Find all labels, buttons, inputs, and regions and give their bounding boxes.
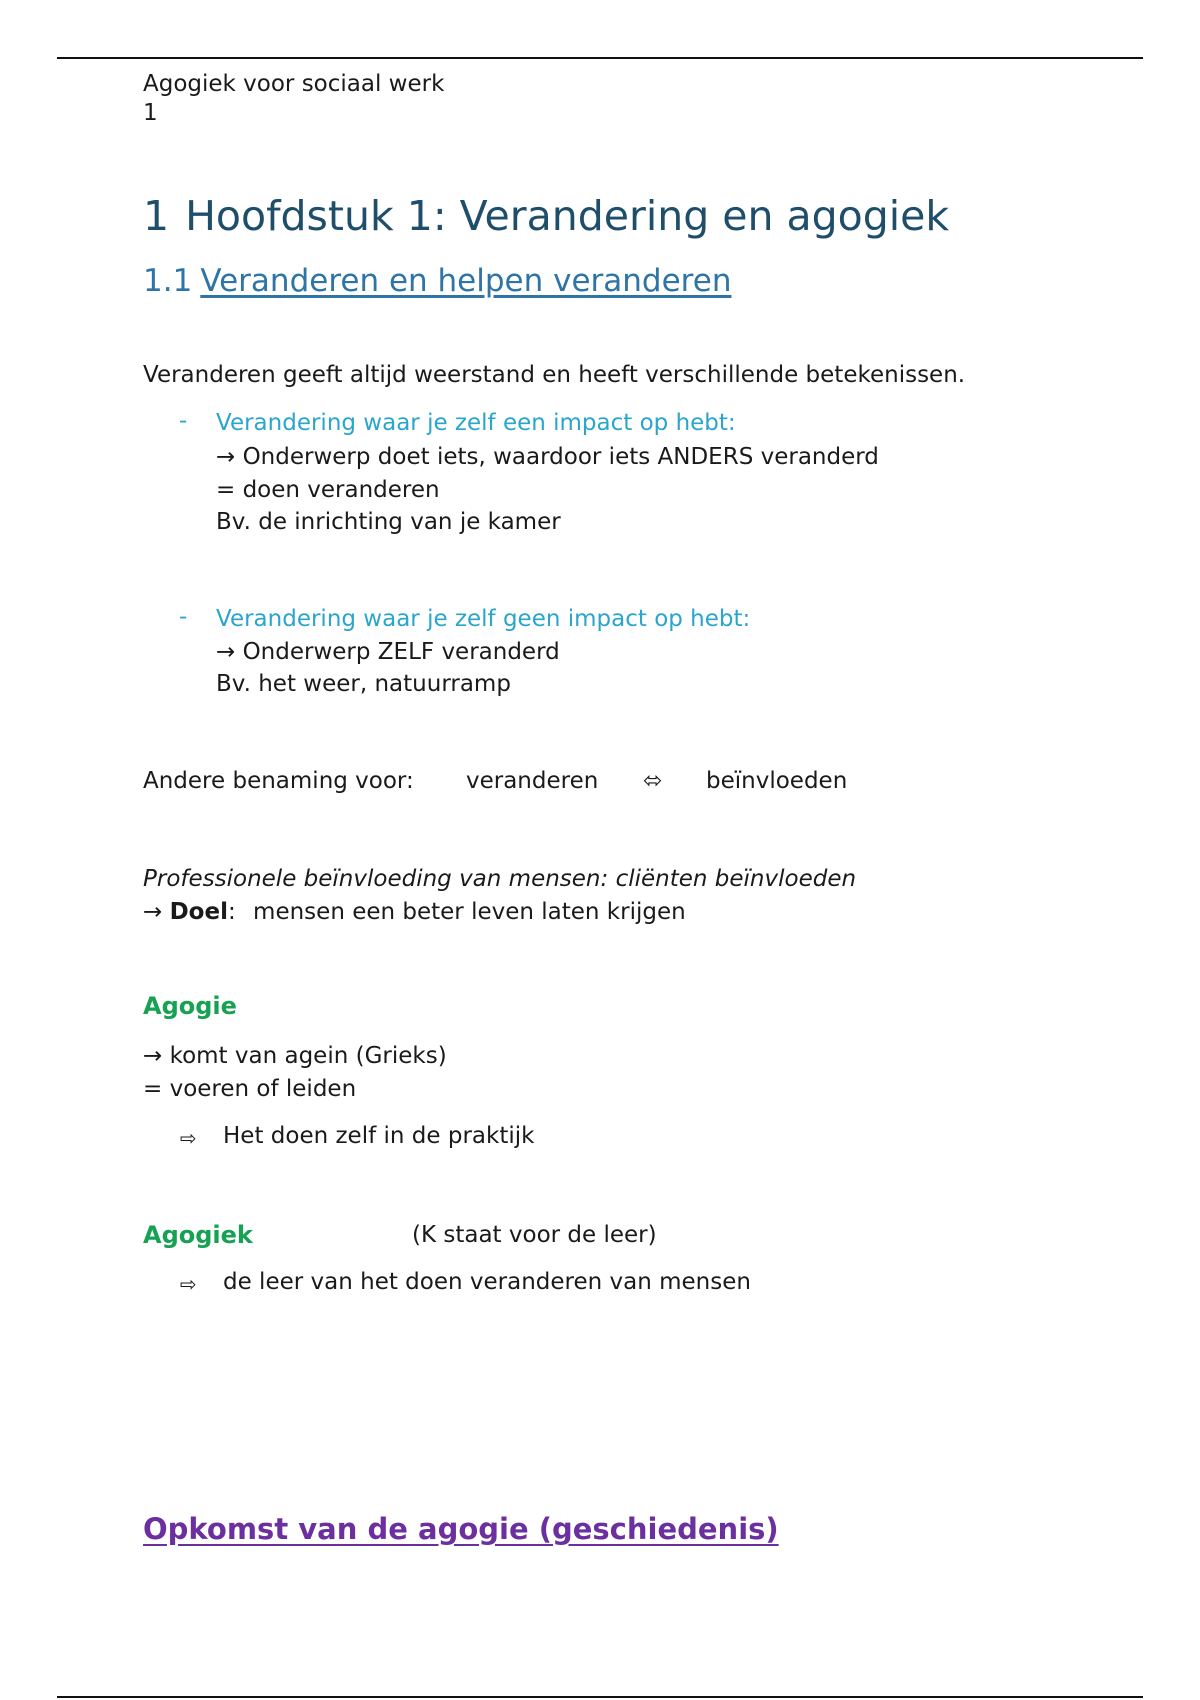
list-dash: - — [179, 604, 188, 630]
agogie-line: → komt van agein (Grieks) — [143, 1043, 447, 1069]
goal-line — [143, 896, 686, 929]
chapter-number: 1 — [143, 192, 170, 240]
arrow-icon: → — [143, 899, 163, 925]
right-arrow-icon: ⇨ — [180, 1272, 197, 1296]
synonym-label: Andere benaming voor: — [143, 768, 414, 794]
list-item-line: Bv. de inrichting van je kamer — [216, 509, 561, 535]
synonym-term-b: beïnvloeden — [706, 768, 848, 794]
list-item-line: → Onderwerp ZELF veranderd — [216, 639, 560, 665]
agogiek-note: (K staat voor de leer) — [412, 1222, 657, 1248]
chapter-title: Hoofdstuk 1: Verandering en agogiek — [185, 192, 950, 240]
right-arrow-icon: ⇨ — [180, 1126, 197, 1150]
synonym-term-a: veranderen — [466, 768, 599, 794]
agogiek-heading: Agogiek — [143, 1221, 253, 1249]
section-title: Veranderen en helpen veranderen — [200, 263, 732, 299]
goal-label: Doel — [169, 899, 228, 925]
list-item-line: = doen veranderen — [216, 477, 440, 503]
list-item-line: Bv. het weer, natuurramp — [216, 671, 511, 697]
history-heading: Opkomst van de agogie (geschiedenis) — [143, 1512, 779, 1546]
goal-colon: : — [227, 899, 236, 925]
list-item-heading: Verandering waar je zelf een impact op hebt: — [216, 410, 736, 436]
header-rule — [57, 57, 1143, 59]
agogie-line: = voeren of leiden — [143, 1076, 357, 1102]
goal-text: mensen een beter leven laten krijgen — [253, 899, 686, 925]
footer-rule — [57, 1696, 1143, 1698]
agogie-point: Het doen zelf in de praktijk — [223, 1123, 535, 1149]
list-item-line: → Onderwerp doet iets, waardoor iets ANDERS veranderd — [216, 444, 879, 470]
header-course-title: Agogiek voor sociaal werk — [143, 71, 445, 97]
chapter-heading — [143, 192, 949, 240]
professional-line: Professionele beïnvloeding van mensen: cliënten beïnvloeden — [143, 866, 857, 892]
agogie-heading: Agogie — [143, 992, 237, 1020]
section-heading — [143, 262, 731, 300]
intro-paragraph: Veranderen geeft altijd weerstand en heeft verschillende betekenissen. — [143, 362, 966, 388]
double-arrow-icon: ⬄ — [643, 768, 663, 794]
list-dash: - — [179, 408, 188, 434]
header-page-number: 1 — [143, 100, 158, 126]
agogiek-point: de leer van het doen veranderen van mensen — [223, 1269, 751, 1295]
list-item-heading: Verandering waar je zelf geen impact op hebt: — [216, 606, 751, 632]
section-number: 1.1 — [143, 263, 193, 299]
